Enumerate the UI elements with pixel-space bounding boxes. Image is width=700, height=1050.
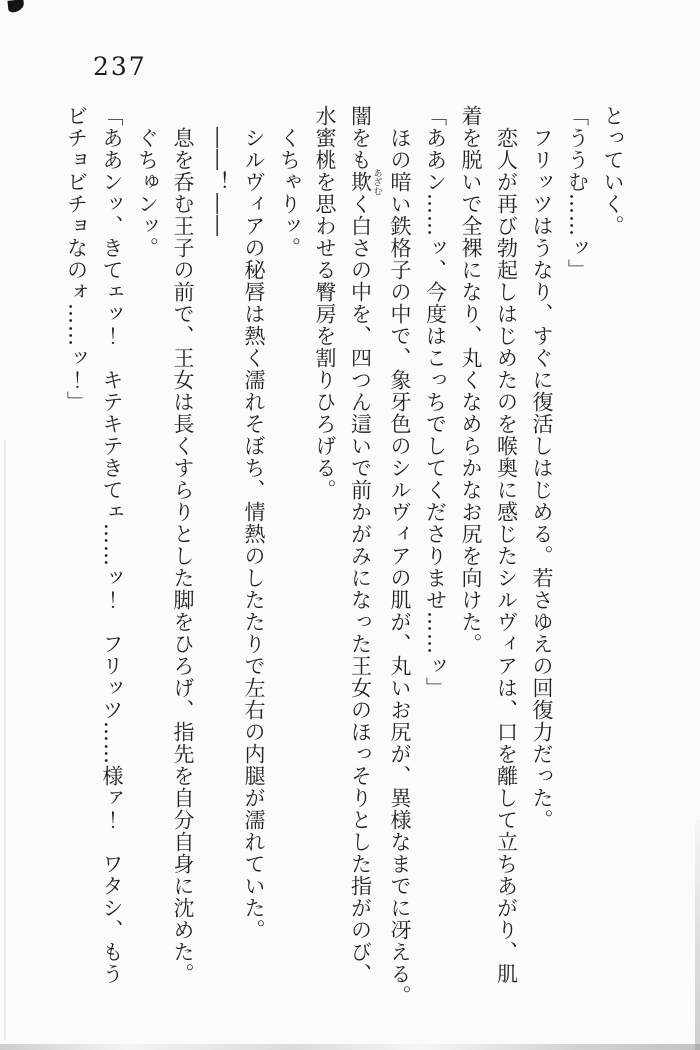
scan-artifact-right-edge (695, 820, 700, 1050)
text-column-12: ――！―― (206, 127, 231, 237)
text-column-10: くちゃりッ。 (277, 127, 302, 259)
text-column-2: 「ううむ……ッ」 (565, 105, 590, 281)
text-column-13: 息を呑む王子の前で、王女は長くすらりとした脚をひろげ、指先を自分自身に沈めた。 (171, 127, 195, 985)
ruby-word (348, 168, 382, 196)
scan-artifact-left-edge (4, 440, 6, 1040)
text-column-15: 「ああンッ、きてェッ！ キテキテきてェ……ッ！ フリッツ……様ァ！ ワタシ、もう (100, 105, 124, 985)
text-column-6: 「ああン……ッ、今度はこっちでしてくださりませ……ッ」 (423, 105, 448, 699)
vertical-text-block (62, 105, 630, 1017)
text-column-14: ぐちゅンッ。 (135, 127, 160, 259)
text-column-7: ほの暗い鉄格子の中で、象牙色のシルヴィアの肌が、丸いお尻が、異様なまでに冴える。 (388, 127, 412, 1007)
text-column-1: とっていく。 (601, 105, 625, 237)
text-column-4: 恋人が再び勃起しはじめたのを喉奥に感じたシルヴィアは、口を離して立ちあがり、肌 (494, 127, 519, 985)
text-column-9: 水蜜桃を思わせる臀房を割りひろげる。 (313, 105, 337, 501)
ruby-base: 欺 (348, 168, 373, 196)
text-column-8-post: く白さの中を、四つん這いで前かがみになった王女のほっそりとした指がのび、 (348, 193, 373, 985)
scan-artifact-bottom-edge (0, 1044, 700, 1050)
ruby-furigana: あざむ (371, 168, 382, 196)
text-column-8 (342, 105, 382, 1017)
text-column-16: ビチョビチョなのォ……ッ！」 (64, 105, 89, 413)
page-number: 237 (93, 52, 147, 81)
text-column-8-pre: 闇をも (348, 105, 373, 171)
scan-artifact-corner (7, 0, 24, 13)
text-column-5: 着を脱いで全裸になり、丸くなめらかなお尻を向けた。 (459, 105, 483, 655)
text-column-3: フリッツはうなり、すぐに復活しはじめる。若さゆえの回復力だった。 (530, 127, 554, 831)
text-column-11: シルヴィアの秘唇は熱く濡れそぼち、情熱のしたたりで左右の内腿が濡れていた。 (242, 127, 266, 941)
